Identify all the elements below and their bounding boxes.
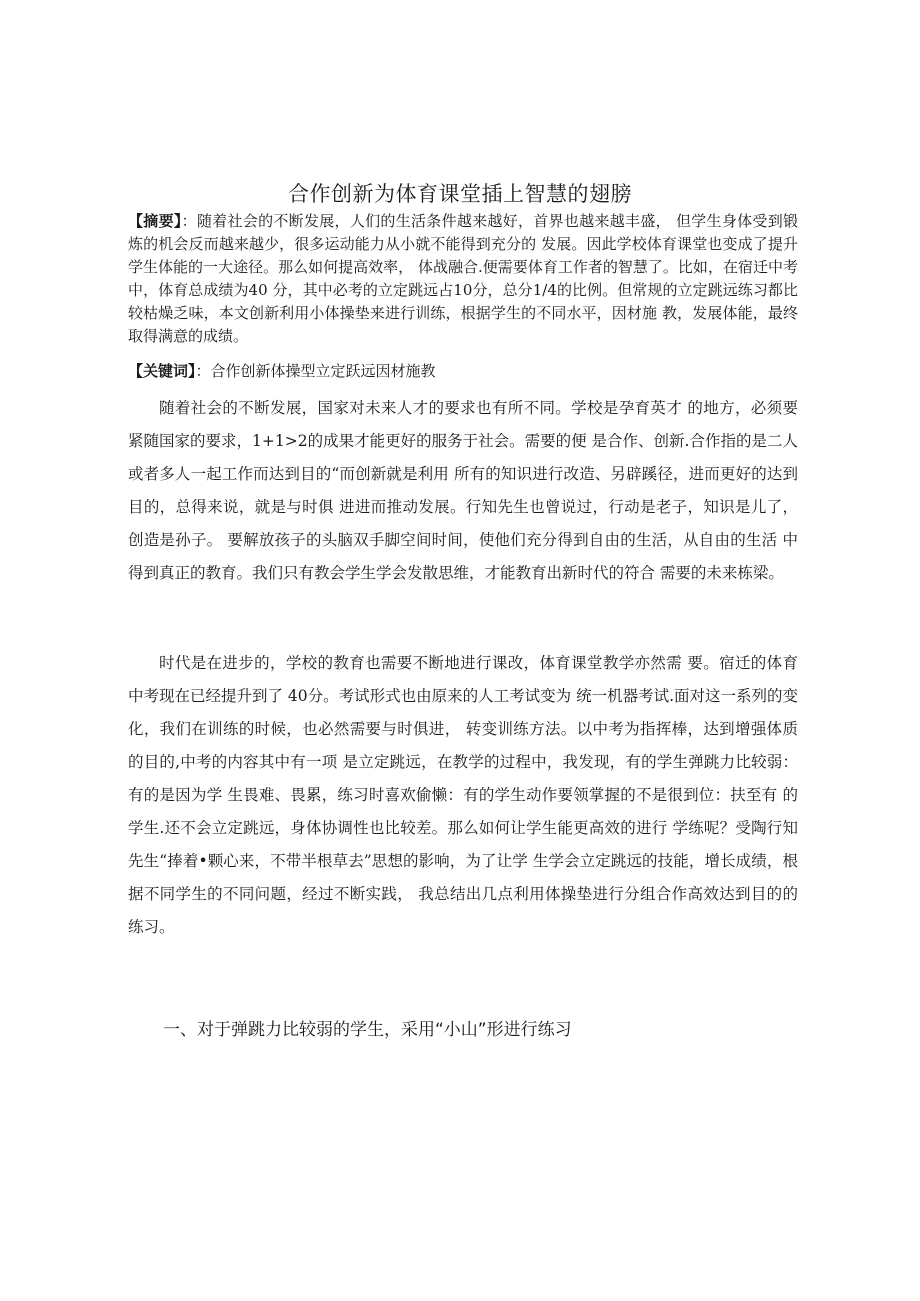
- abstract-label: 【摘要】: [128, 212, 182, 230]
- body-paragraph-2: 时代是在进步的，学校的教育也需要不断地进行课改，体育课堂教学亦然需 要。宿迁的体育中考现在已经提升到了 40分。考试形式也由原来的人工考试变为 统一机器考试.面对这一系列的变化，我们在训练的时候，也必然需要与时俱进， 转变训练方法。以中考为指挥棒，达到增强体质的目的,中考的内容其中有一项 是立定跳远，在教学的过程中，我发现，有的学生弹跳力比较弱：有的是因为学 生畏难、畏累，练习时喜欢偷懒：有的学生动作要领掌握的不是很到位：扶至有 的学生.还不会立定跳远，身体协调性也比较差。那么如何让学生能更高效的进行 学练呢？受陶行知先生“捧着•颗心来，不带半根草去”思想的影响，为了让学 生学会立定跳远的技能，增长成绩，根据不同学生的不同问题，经过不断实践， 我总结出几点利用体操垫进行分组合作高效达到目的的练习。: [128, 654, 799, 936]
- body-paragraph-1: 随着社会的不断发展，国家对未来人才的要求也有所不同。学校是孕育英才 的地方，必须要紧随国家的要求，1+1>2的成果才能更好的服务于社会。需要的便 是合作、创新.合作指的是二人或者多人一起工作而达到目的“而创新就是利用 所有的知识进行改造、另辟蹊径，进而更好的达到目的，总得来说，就是与时俱 进进而推动发展。行知先生也曾说过，行动是老子，知识是儿了，创造是孙子。 要解放孩子的头脑双手脚空间时间，使他们充分得到自由的生活，从自由的生活 中得到真正的教育。我们只有教会学生学会发散思维，才能教育出新时代的符合 需要的未来栋梁。: [128, 399, 798, 582]
- document-title: 合作创新为体育课堂插上智慧的翅膀: [288, 182, 632, 206]
- section-heading: 一、对于弹跳力比较弱的学生，采用“小山”形进行练习: [163, 1020, 572, 1040]
- keywords-text: ：合作创新体操型立定跃远因材施教: [195, 362, 436, 380]
- abstract-text: ：随着社会的不断发展，人们的生活条件越来越好，首界也越来越丰盛， 但学生身体受到锻炼的机会反而越来越少，很多运动能力从小就不能得到充分的 发展。因此学校体育课堂也变成了提升学生体能的一大途径。那么如何提高效率， 体战融合.便需要体育工作者的智慧了。比如，在宿迁中考中，体育总成绩为40 分，其中必考的立定跳远占10分，总分1/4的比例。但常规的立定跳远练习都比 较枯燥乏味，本文创新利用小体操垫来进行训练，根据学生的不同水平，因材施 教，发展体能，最终取得满意的成绩。: [128, 212, 798, 345]
- abstract-paragraph: [128, 210, 798, 348]
- keywords-line: [128, 360, 798, 383]
- keywords-label: 【关键词】: [128, 362, 196, 380]
